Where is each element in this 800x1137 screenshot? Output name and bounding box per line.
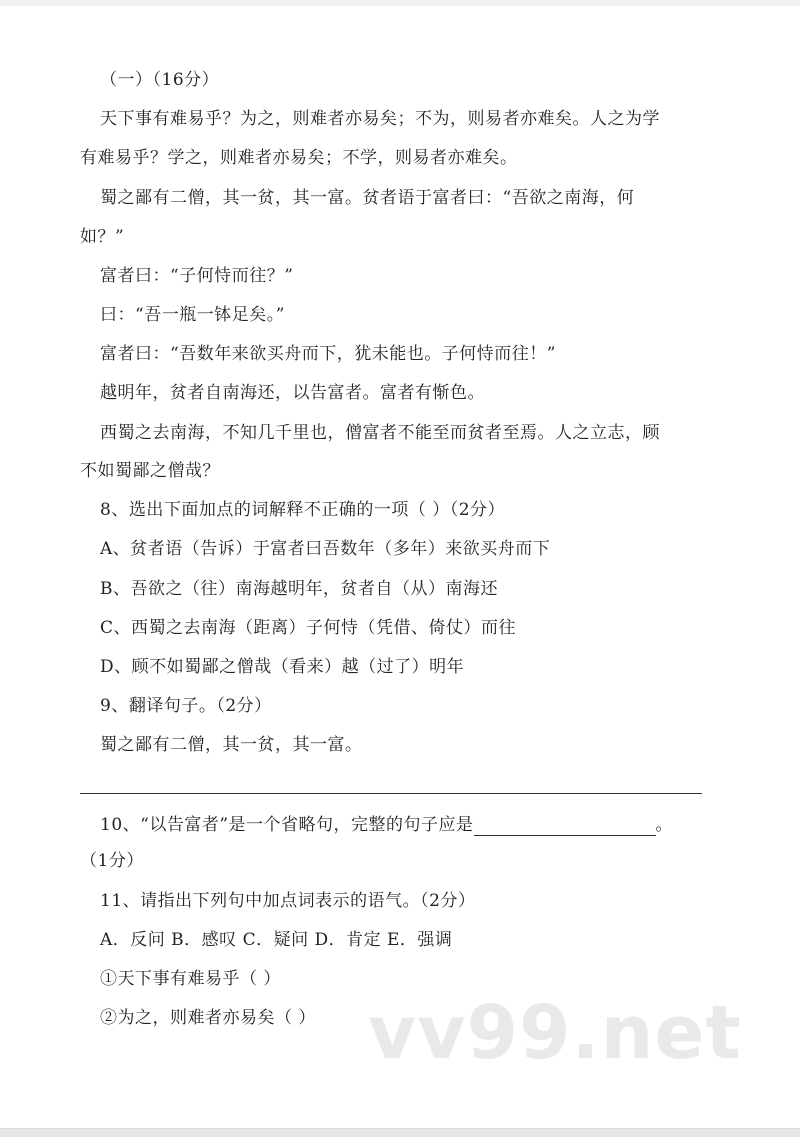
passage-line: 有难易乎？学之，则难者亦易矣；不学，则易者亦难矣。	[80, 148, 518, 168]
passage-line: 不如蜀鄙之僧哉？	[80, 461, 220, 481]
passage-line: 越明年，贫者自南海还，以告富者。富者有惭色。	[100, 383, 485, 403]
section-header: （一）（16分）	[100, 70, 220, 90]
question-9-sentence: 蜀之鄙有二僧，其一贫，其一富。	[100, 735, 363, 755]
passage-line: 蜀之鄙有二僧，其一贫，其一富。贫者语于富者曰：“吾欲之南海，何	[100, 188, 635, 208]
question-8-option-b: B、吾欲之（往）南海越明年，贫者自（从）南海还	[100, 579, 498, 599]
top-edge	[0, 0, 800, 6]
passage-line: 天下事有难易乎？为之，则难者亦易矣；不为，则易者亦难矣。人之为学	[100, 109, 660, 129]
passage-line: 如？”	[80, 227, 125, 247]
passage-line: 富者曰：“子何恃而往？”	[100, 266, 294, 286]
question-10	[100, 814, 673, 836]
question-8-option-c: C、西蜀之去南海（距离）子何恃（凭借、倚仗）而往	[100, 618, 517, 638]
question-8-option-d: D、顾不如蜀鄙之僧哉（看来）越（过了）明年	[100, 657, 465, 677]
bottom-edge	[0, 1128, 800, 1137]
question-11-choices: A．反问 B．感叹 C．疑问 D．肯定 E．强调	[100, 930, 453, 950]
question-8-option-a: A、贫者语（告诉）于富者曰吾数年（多年）来欲买舟而下	[100, 539, 551, 559]
question-9-title: 9、翻译句子。（2分）	[100, 696, 272, 716]
question-11-item-1: ①天下事有难易乎（ ）	[100, 969, 281, 989]
passage-line: 西蜀之去南海，不知几千里也，僧富者不能至而贫者至焉。人之立志，顾	[100, 423, 660, 443]
question-11-item-2: ②为之，则难者亦易矣（ ）	[100, 1008, 316, 1028]
answer-line[interactable]	[80, 793, 702, 794]
question-11-title: 11、请指出下列句中加点词表示的语气。（2分）	[100, 891, 476, 911]
passage-line: 富者曰：“吾数年来欲买舟而下，犹未能也。子何恃而往！”	[100, 344, 556, 364]
question-10-end: 。	[655, 815, 674, 835]
answer-blank[interactable]	[474, 817, 656, 836]
question-10-score: （1分）	[80, 851, 144, 871]
watermark: vv99.net	[368, 990, 742, 1076]
question-8-title: 8、选出下面加点的词解释不正确的一项（ ）（2分）	[100, 500, 506, 520]
passage-line: 曰：“吾一瓶一钵足矣。”	[100, 305, 285, 325]
question-10-text: 10、“以告富者”是一个省略句，完整的句子应是	[100, 815, 474, 835]
